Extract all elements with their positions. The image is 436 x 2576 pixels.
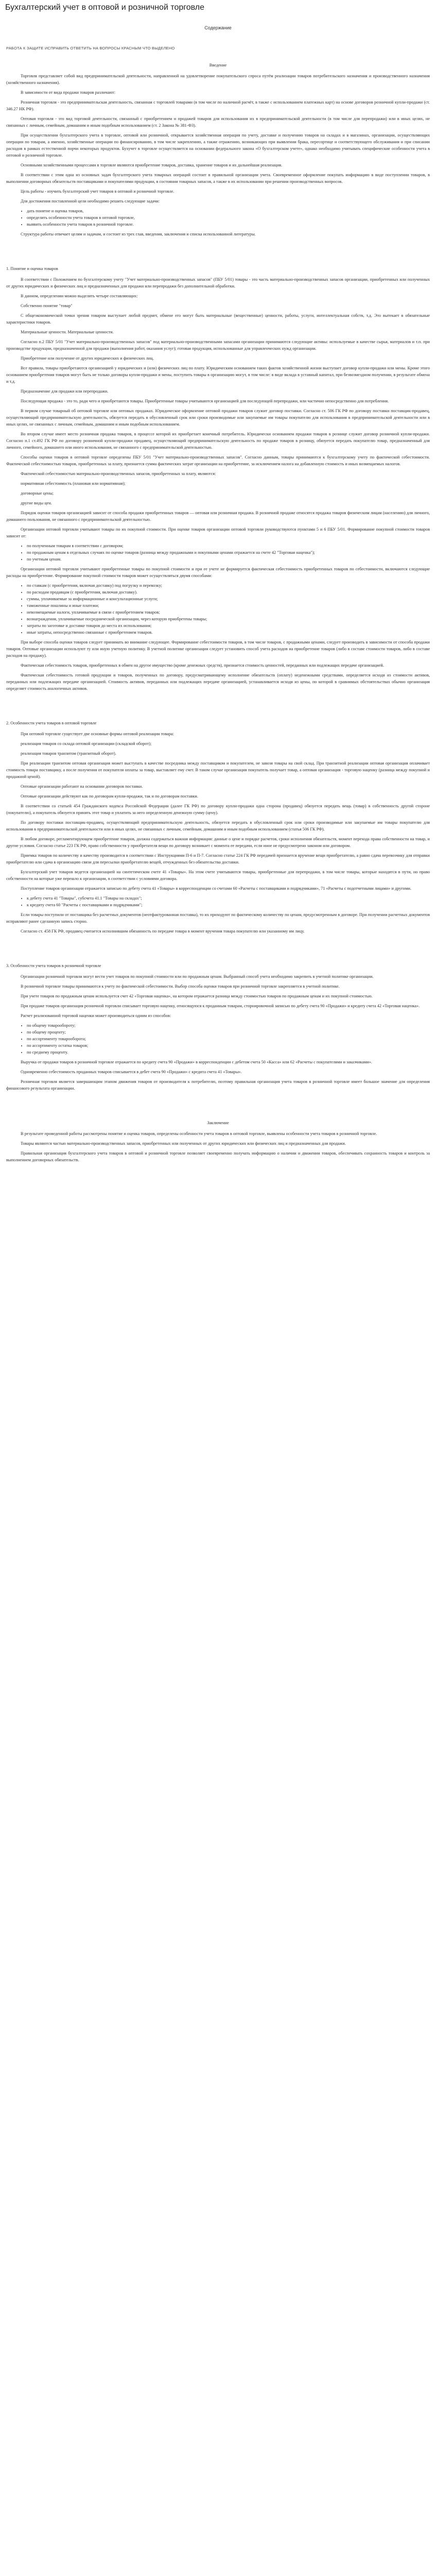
list-item: • к кредиту счета 60 "Расчеты с поставщиками и подрядчиками"; — [27, 902, 430, 908]
paragraph: Все правила, товары приобретаются организацией у юридических и (или) физических лиц по плату. Юридическим основанием таких фактов хозяйственной жизни выступает договор купли-продажи или мены. Кроме этого основанием приобретения товаров могут быть не только договоры купли-продажи и мены, поступить товары в организацию могут, в том числе: в виде вклада в уставный капитал, при безвозмездном получении, в результате обмена и т.д. — [6, 366, 430, 384]
notice-text: РАБОТА К ЗАЩИТЕ ИСПРАВИТЬ ОТВЕТИТЬ НА ВОПРОСЫ КРАСНЫМ ЧТО ВЫДЕЛЕНО — [6, 46, 175, 50]
document-content — [0, 25, 436, 1163]
paragraph: В розничной торговле товары принимаются к учету по фактической себестоимости. Выбор способа оценки товаров при розничной торговле закрепляется в учетной политике. — [21, 984, 340, 989]
paragraph: Последующая продажа - это то, ради чего и приобретаются товары. Приобретенные товары учитываются организацией для последующей перепродажи, или частично непосредственно для потребления. — [21, 399, 389, 403]
paragraph: другие виды цен. — [21, 501, 52, 505]
paragraph: Оптовые организации работают на основании договоров поставки. — [21, 784, 143, 789]
paragraph: Товары являются частью материально-производственных запасов, приобретенных или полученных от других юридических или физических лиц и предназначенных для продажи. — [21, 1141, 346, 1146]
structure-paragraph: Структура работы отвечает целям и задачам, и состоит из трех глав, введения, заключения и списка использованной литературы. — [21, 232, 256, 236]
paragraph: Бухгалтерский учет товаров ведется организацией на синтетическом счете 41 «Товары». На этом счете учитываются товары, приобретенные для перепродажи, в том числе товары, которые находятся в пути, но право собственности на которые уже перешло к организации, в соответствии с условиями договора. — [6, 870, 430, 881]
paragraph: Согласно п.2 ПБУ 5/01 "Учет материально-производственных запасов" под материально-производственными запасами организации принимаются следующие активы: используемые в качестве сырья, материалов и т.п. при производстве продукции, предназначенной для продажи (выполнения работ, оказания услуг); готовая продукция, использованные для управленческих нужд организации. — [6, 340, 430, 351]
paragraph: Во втором случае имеет место розничная продажа товаров, в процессе которой их приобретает конечный потребитель. Юридически основанием продажи товаров в рознице служит договор розничной купли-продажи. Согласно п.1 ст.492 ГК РФ по договору розничной купли-продажи продавец, осуществляющий предпринимательскую деятельность по продаже товаров в розницу, обязуется передать покупателю товар, предназначенный для личного, семейного, домашнего или иного использования, не связанного с предпринимательской деятельностью. — [6, 432, 430, 450]
list-item: • по ассортименту товарооборота; — [27, 1036, 430, 1042]
paragraph: реализация товаров со склада оптовой организации (складской оборот); — [21, 741, 152, 746]
paragraph: Расчет реализованной торговой наценки может производиться одним из способов: — [21, 1013, 171, 1018]
chapter3-section-2 — [6, 1059, 430, 1092]
paragraph: Организации розничной торговли могут вести учет товаров по покупной стоимости или по продажным ценам. Выбранный способ учета необходимо закрепить в учетной политике организации. — [21, 974, 374, 979]
paragraph: В соответствии с Положением по бухгалтерскому учету "Учет материально-производственных запасов" (ПБУ 5/01) товары - это часть материально-производственных запасов организации, приобретенных или полученных от других юридических и физических лиц и предназначенных для продажи или перепродажи без дополнительной обработки. — [6, 277, 430, 289]
paragraph: В любом договоре, регламентирующем приобретение товаров, должна содержаться важная информация: данные о цене и порядке расчетов, сроки исполнения обязательств, момент перехода права собственности на товар, и другие условия. Согласно статье 223 ГК РФ, право собственности у приобретателя вещи по договору возникает с момента ее передачи, если иное не предусмотрено законом или договором. — [6, 837, 430, 848]
paragraph: реализация товаров транзитом (транзитный оборот). — [21, 751, 116, 756]
list-item: • по среднему проценту. — [27, 1049, 430, 1056]
list-item: • по общему проценту; — [27, 1029, 430, 1036]
list-item: • по расходам продавцам (с приобретения, включая доставку). — [27, 589, 430, 596]
list-item: • по ставкам (с приобретения, включая доставку) под погрузку и перевозку; — [27, 582, 430, 589]
conclusion-section — [6, 1130, 430, 1163]
chapter3-section — [6, 973, 430, 1019]
chapter1-section-3 — [6, 639, 430, 692]
paragraph: Организации оптовой торговли учитывают товары по их покупной стоимости. При оценке товаров организации оптовой торговли руководствуются пунктами 5 и 6 ПБУ 5/01. Формирование покупной стоимости товаров зависит от: — [6, 527, 430, 538]
chapter2-section-2 — [6, 911, 430, 935]
paragraph: Приобретение или получение от других юридических и физических лиц. — [21, 356, 154, 361]
paragraph: При оптовой торговле существует две основные формы оптовой реализации товара: — [21, 732, 174, 736]
paragraph: С общеэкономической точки зрения товаром выступает любой предмет, обмене его могут быть материальные (вещественные) ценности, работы, услуги, интеллектуальная собств, т.д. Это вытекает в обязательные характеристики товаров. — [6, 313, 430, 325]
paragraph: Одновременно себестоимость проданных товаров списывается в дебет счета 90 «Продажи» с кредита счета 41 «Товары». — [21, 1070, 242, 1074]
chapter2-heading: 2. Особенности учета товаров в оптовой торговле — [6, 721, 97, 725]
list-item: • иные затраты, непосредственно связанные с приобретением товаров. — [27, 629, 430, 636]
list-item: • по общему товарообороту; — [27, 1022, 430, 1029]
paragraph: В соответствии со статьей 454 Гражданского кодекса Российской Федерации (далее ГК РФ) по договору купли-продажи одна сторона (продавец) обязуется передать вещь (товар) в собственность другой стороне (покупателю), а покупатель обязуется принять этот товар и уплатить за него определенную денежную сумму (цену). — [6, 804, 430, 815]
list-item: • вознаграждения, уплачиваемые посреднической организации, через которую приобретены товары; — [27, 616, 430, 622]
list-item: • таможенные пошлины и иные платежи; — [27, 602, 430, 609]
conclusion-heading: Заключение — [207, 1121, 229, 1125]
paragraph: Организации оптовой торговли учитывают приобретенные товары по покупной стоимости и при ее учете не формируется фактическая себестоимость приобретенных товаров по себестоимости, включаются следующие расходы на приобретение. Формирование покупной стоимости товаров может осуществляться двумя способами: — [6, 567, 430, 578]
paragraph: Розничная торговля - это предпринимательская деятельность, связанная с торговлей товарами (в том числе по наличной расчёт, в также с использованием платежных карт) на основе договоров розничной купли-продажи (ст. 346.27 НК РФ). — [6, 100, 430, 111]
paragraph: В результате проведенной работы рассмотрены понятие и оценка товаров, определены особенности учета товаров в оптовой торговле, выявлены особенности учета товаров в розничной торговле. — [21, 1131, 377, 1136]
paragraph: Приемка товаров по количеству и качеству производится в соответствии с Инструкциями П-6 и П-7. Согласно статье 224 ГК РФ передачей признается вручение вещи приобретателю, а равно сдача перевозчику для отправки приобретателю или сдача в организацию связи для пересылки приобретателю вещей, отчужденных без обязательства доставки. — [6, 853, 430, 865]
paragraph: В соответствии с этим одна из основных задач бухгалтерского учета товарных операций состоит в правильной организации учета. Своевременное оформление покупать информацию в виде поступлении товаров, в выполнении договорных обязательств поставщиками и покупателями продукции, в состоянии товарных запасов, а также в их использовании при решении производственных вопросов. — [6, 173, 430, 184]
paragraph: При учете товаров по продажным ценам используется счет 42 «Торговая наценка», на котором отражается разница между стоимостью товаров по продажным ценам и их покупной стоимостью. — [21, 994, 373, 998]
paragraph: При реализации транзитом оптовая организация может выступать в качестве посредника между поставщиком и покупателем, не завозя товары на свой склад. При транзитной реализации оптовая организация оплачивает стоимость товара поставщику, а после получения от покупателя оплаты за товар, выставляет ему счет. В таком случае организация покупатель получает товар, а оптовая организация - торговую наценку (разница между покупной и продажной ценой). — [6, 761, 430, 779]
paragraph: договорные цены; — [21, 491, 54, 496]
chapter2-bullets — [6, 895, 430, 908]
chapter1-heading: 1. Понятие и оценка товаров — [6, 266, 58, 271]
paragraph: Фактическая себестоимость товаров, приобретенных в обмен на другое имущество (кроме денежных средств), признается стоимость ценностей, переданных или подлежащих передаче организацией. — [21, 663, 384, 668]
paragraph: Материальные ценности. Материальные ценности. — [21, 330, 114, 334]
list-item: • по полученным товарам в соответствии с договором; — [27, 543, 430, 549]
goals-list — [6, 208, 430, 228]
paragraph: Порядок оценки товаров организацией зависит от способа продажи приобретенных товаров — оптовая или розничная продажа. В розничной продаже относятся продажа товаров физическим лицам (населению) для личного, домашнего пользования, не связанного с предпринимательской деятельностью. — [6, 511, 430, 522]
paragraph: Торговля представляет собой вид предпринимательской деятельности, направленной на удовлетворение покупательского спроса путём реализации товаров потребительского назначения и производственного назначения (хозяйственного назначения). — [6, 74, 430, 85]
page-title: Бухгалтерский учет в оптовой и розничной торговле — [5, 3, 205, 12]
intro-section — [6, 73, 430, 205]
paragraph: Выручка от продажи товаров в розничной торговле отражается по кредиту счета 90 «Продажи» в корреспонденции с дебетом счета 50 «Касса» или 62 «Расчеты с покупателями и заказчиками». — [21, 1060, 372, 1064]
list-item: • к дебету счета 41 "Товары", субсчета 41.1 "Товары на складах"; — [27, 895, 430, 902]
toc-title: Содержание — [204, 25, 232, 30]
list-item: • по учетным ценам. — [27, 556, 430, 563]
paragraph: Поступление товаров организации отражается записью по дебету счета 41 «Товары» в корреспонденции со счетами 60 «Расчеты с поставщиками и подрядчиками», 71 «Расчеты с подотчетными лицами» и другими. — [21, 886, 411, 891]
list-item: • невозмещаемые налоги, уплачиваемые в связи с приобретением товаров; — [27, 609, 430, 616]
chapter3-heading: 3. Особенности учета товаров в розничной торговле — [6, 963, 101, 968]
chapter1-section — [6, 276, 430, 539]
chapter2-section — [6, 731, 430, 892]
paragraph: Предназначение для продажи или перепродажи. — [21, 389, 109, 394]
paragraph: Правильная организация бухгалтерского учета товаров в оптовой и розничной торговле позволяет своевременно получать информацию о наличии и движении товаров, обеспечивать сохранность товаров и контроль за выполнением договорных обязательств. — [6, 1151, 430, 1162]
paragraph: Собственно понятие "товар" — [21, 303, 73, 308]
paragraph: Согласно ст. 458 ГК РФ, продавец считается исполнившим обязанность по передаче товара в момент вручения товара покупателю или указанному им лицу. — [21, 929, 305, 934]
paragraph: При продаже товаров организация розничной торговли списывает торговую наценку, относящуюся к проданным товарам, сторнировочной записью по дебету счета 90 «Продажи» и кредиту счета 42 «Торговая наценка». — [21, 1004, 420, 1008]
list-item: • определить особенности учета товаров в оптовой торговле, — [27, 214, 430, 221]
list-item: • затраты по заготовке и доставке товаров до места их использования; — [27, 622, 430, 629]
paragraph: Для достижения поставленной цели необходимо решить следующие задачи: — [21, 199, 160, 204]
list-item: • выявить особенности учета товаров в розничной торговле. — [27, 221, 430, 228]
paragraph: В первом случае товарный об оптовой торговле или оптовых продажах. Юридическое оформление оптовой продажи товаров служит договор поставки. Согласно ст. 506 ГК РФ по договору поставки поставщик-продавец, осуществляющий предпринимательскую деятельность, обязуется передать в обусловленный срок или сроки производимые или закупаемые им товары покупателю для использования в предпринимательской деятельности или в иных целях, не связанных с личным, семейным, домашним и иным подобным использованием. — [6, 409, 430, 427]
paragraph: Цель работы - изучить бухгалтерский учет товаров в оптовой и розничной торговле. — [21, 189, 175, 194]
list-item: • по ассортименту остатка товаров; — [27, 1042, 430, 1049]
chapter1-bullets — [6, 543, 430, 563]
paragraph: При осуществлении бухгалтерского учета в торговле, оптовой или розничной, открывается хозяйственная операция по учету, доставке и получению товаров на складах и в магазинах, организации, осуществляющих операции по товарам, а именно, хозяйственные операции по финансированию, в том числе закреплению, а также отражению, возникающих при выявлении брака, пересортице и соответствующего обслуживания и при списании расходов в рамках естественной порчи некоторых продуктов. Бухучет в торговле осуществляется на основании федерального закона «О бухгалтерском учете», однако необходимо учитывать специфические особенности учета в оптовой и розничной торговле. — [6, 133, 430, 158]
paragraph: Способы оценки товаров в оптовой торговле определены ПБУ 5/01 "Учет материально-производственных запасов". Согласно данным, товары принимаются к бухгалтерскому учету по фактической себестоимости. Фактической себестоимостью товаров, приобретенных за плату, признается сумма фактических затрат организации на приобретение, за исключением налога на добавленную стоимость и иных возмещаемых налогов. — [6, 455, 430, 466]
paragraph: Розничная торговля является завершающим этапом движения товаров от производителя к потребителю, поэтому правильная организация учета товаров в розничной торговле имеет большое значение для определения финансового результата организации. — [6, 1079, 430, 1091]
paragraph: Оптовые организации действуют как по договорам купли-продажи, так и по договорам поставки. — [21, 794, 198, 799]
chapter1-bullets-2 — [6, 582, 430, 636]
paragraph: По договору поставки поставщик-продавец, осуществляющий предпринимательскую деятельность, обязуется передать в обусловленный срок или сроки производимые или закупаемые им товары покупателю для использования в предпринимательской деятельности или в иных целях, не связанных с личным, семейным, домашним и иным подобным использованием (статья 506 ГК РФ). — [6, 820, 430, 832]
paragraph: Основными хозяйственными процессами в торговле являются приобретение товаров, доставка, хранение товаров и их дальнейшая реализация. — [21, 163, 283, 167]
paragraph: Если товары поступили от поставщика без расчетных документов (неотфактурованная поставка), то их приходуют по фактическому количеству по ценам, предусмотренным в договоре. При получении расчетных документов исправляют ранее сделанную запись сторно. — [6, 912, 430, 924]
paragraph: нормативная себестоимость (плановая или нормативная); — [21, 481, 126, 486]
paragraph: Оптовая торговля - это вид торговой деятельности, связанный с приобретением и продажей товаров для использования их в предпринимательской деятельности (в том числе для перепродажи) или в иных целях, не связанных с личным, семейным, домашним и иным подобным использованием (ст. 2 Закона № 381-ФЗ). — [6, 116, 430, 128]
paragraph: В данном, определении можно выделить четыре составляющих: — [21, 294, 138, 298]
chapter3-bullets — [6, 1022, 430, 1056]
intro-heading: Введение — [209, 63, 227, 67]
paragraph: Фактическая себестоимость готовой продукции и товаров, полученных по договору, предусматривающему исполнение обязательств (оплату) неденежными средствами, определяется исходя из стоимости активов, переданных или подлежащих передаче организацией. Стоимость активов, переданных или подлежащих передаче организацией, устанавливается исходя из цены, по которой в сравнимых обстоятельствах обычно организация определяет стоимость аналогичных активов. — [6, 673, 430, 691]
paragraph: В зависимости от вида продажи товаров различают: — [21, 90, 116, 95]
list-item: • суммы, уплачиваемые за информационные и консультационные услуги; — [27, 596, 430, 602]
title-bar — [0, 0, 436, 18]
paragraph: При выборе способа оценки товаров следует принимать во внимание следующее. Формирование себестоимости товаров, в том числе товаров, с продажными ценами, следует производить в зависимости от способа продажи товаров. Оптовые организации используют ту или иную учетную политику. В учетной политике организации следует установить способ учета расходов на приобретение товаров (либо в составе стоимости товаров, либо в составе расходов на продажу). — [6, 640, 430, 658]
chapter1-section-2 — [6, 566, 430, 579]
paragraph: Фактической себестоимостью материально-производственных запасов, приобретенных за плату, являются: — [21, 471, 216, 476]
list-item: • дать понятие и оценка товаров, — [27, 208, 430, 214]
list-item: • по продажным ценам в отдельных случаях по оценке товаров (разница между продажными и покупными ценами отражается на счете 42 "Торговая наценка"); — [27, 549, 430, 556]
